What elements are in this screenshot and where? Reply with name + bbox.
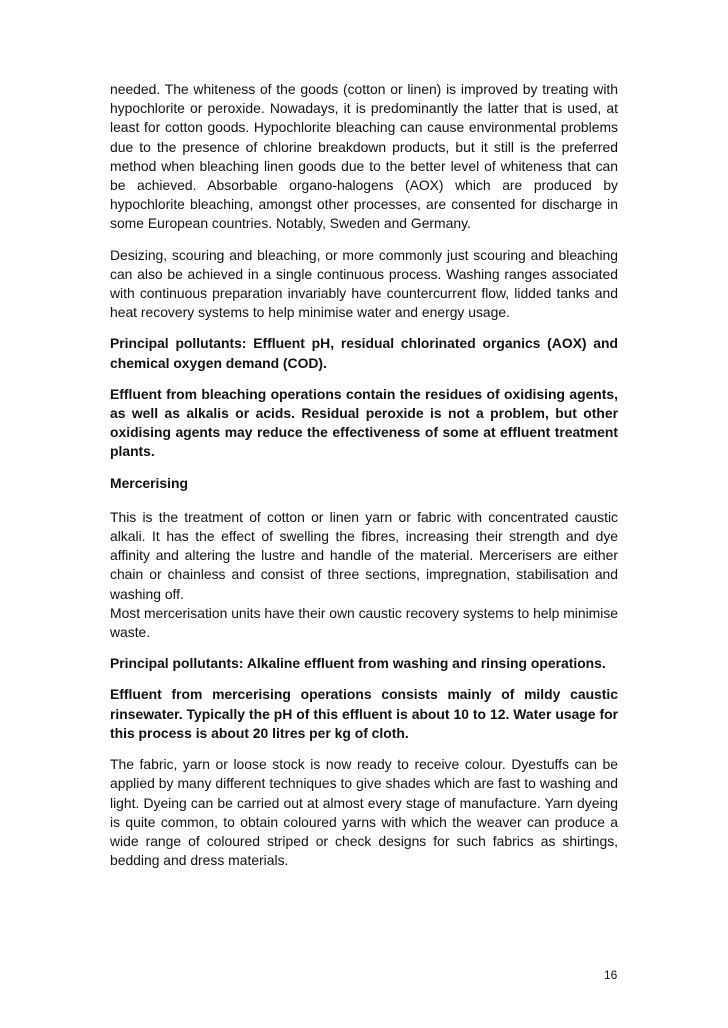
paragraph-mercerising-description: This is the treatment of cotton or linen yarn or fabric with concentrated caustic alkali. It has the effect of swelling the fibres, increasing their strength and dye affinity and altering the lustre and handle of the material. Mercerisers are either chain or chainless and consist of three sections, impregnation, stabilisation and washing off. — [110, 508, 618, 602]
paragraph-caustic-recovery: Most mercerisation units have their own caustic recovery systems to help minimise waste. — [110, 604, 618, 641]
section-heading-mercerising: Mercerising — [110, 474, 188, 491]
effluent-bleaching-note: Effluent from bleaching operations contain the residues of oxidising agents, as well as alkalis or acids. Residual peroxide is not a problem, but other oxidising agents may reduce the effectiveness of some at effluent treatment plants. — [110, 385, 618, 460]
document-page — [110, 80, 618, 882]
paragraph-continuous-process: Desizing, scouring and bleaching, or more commonly just scouring and bleaching can also be achieved in a single continuous process. Washing ranges associated with continuous preparation invariably have countercurrent flow, lidded tanks and heat recovery systems to help minimise water and energy usage. — [110, 246, 618, 321]
page-number: 16 — [604, 968, 618, 982]
principal-pollutants-bleaching: Principal pollutants: Effluent pH, residual chlorinated organics (AOX) and chemical oxygen demand (COD). — [110, 335, 618, 371]
principal-pollutants-mercerising: Principal pollutants: Alkaline effluent from washing and rinsing operations. — [110, 655, 606, 672]
effluent-mercerising-note: Effluent from mercerising operations consists mainly of mildy caustic rinsewater. Typically the pH of this effluent is about 10 to 12. Water usage for this process is about 20 litres per kg of cloth. — [110, 686, 618, 741]
paragraph-dyeing-intro: The fabric, yarn or loose stock is now ready to receive colour. Dyestuffs can be applied by many different techniques to give shades which are fast to washing and light. Dyeing can be carried out at almost every stage of manufacture. Yarn dyeing is quite common, to obtain coloured yarns with which the weaver can produce a wide range of coloured striped or check designs for such fabrics as shirtings, bedding and dress materials. — [110, 756, 618, 869]
paragraph-bleaching-whiteness: needed. The whiteness of the goods (cotton or linen) is improved by treating with hypochlorite or peroxide. Nowadays, it is predominantly the latter that is used, at least for cotton goods. Hypochlorite bleaching can cause environmental problems due to the presence of chlorine breakdown products, but it still is the preferred method when bleaching linen goods due to the better level of whiteness that can be achieved. Absorbable organo-halogens (AOX) which are produced by hypochlorite bleaching, amongst other processes, are consented for discharge in some European countries. Notably, Sweden and Germany. — [110, 81, 618, 232]
